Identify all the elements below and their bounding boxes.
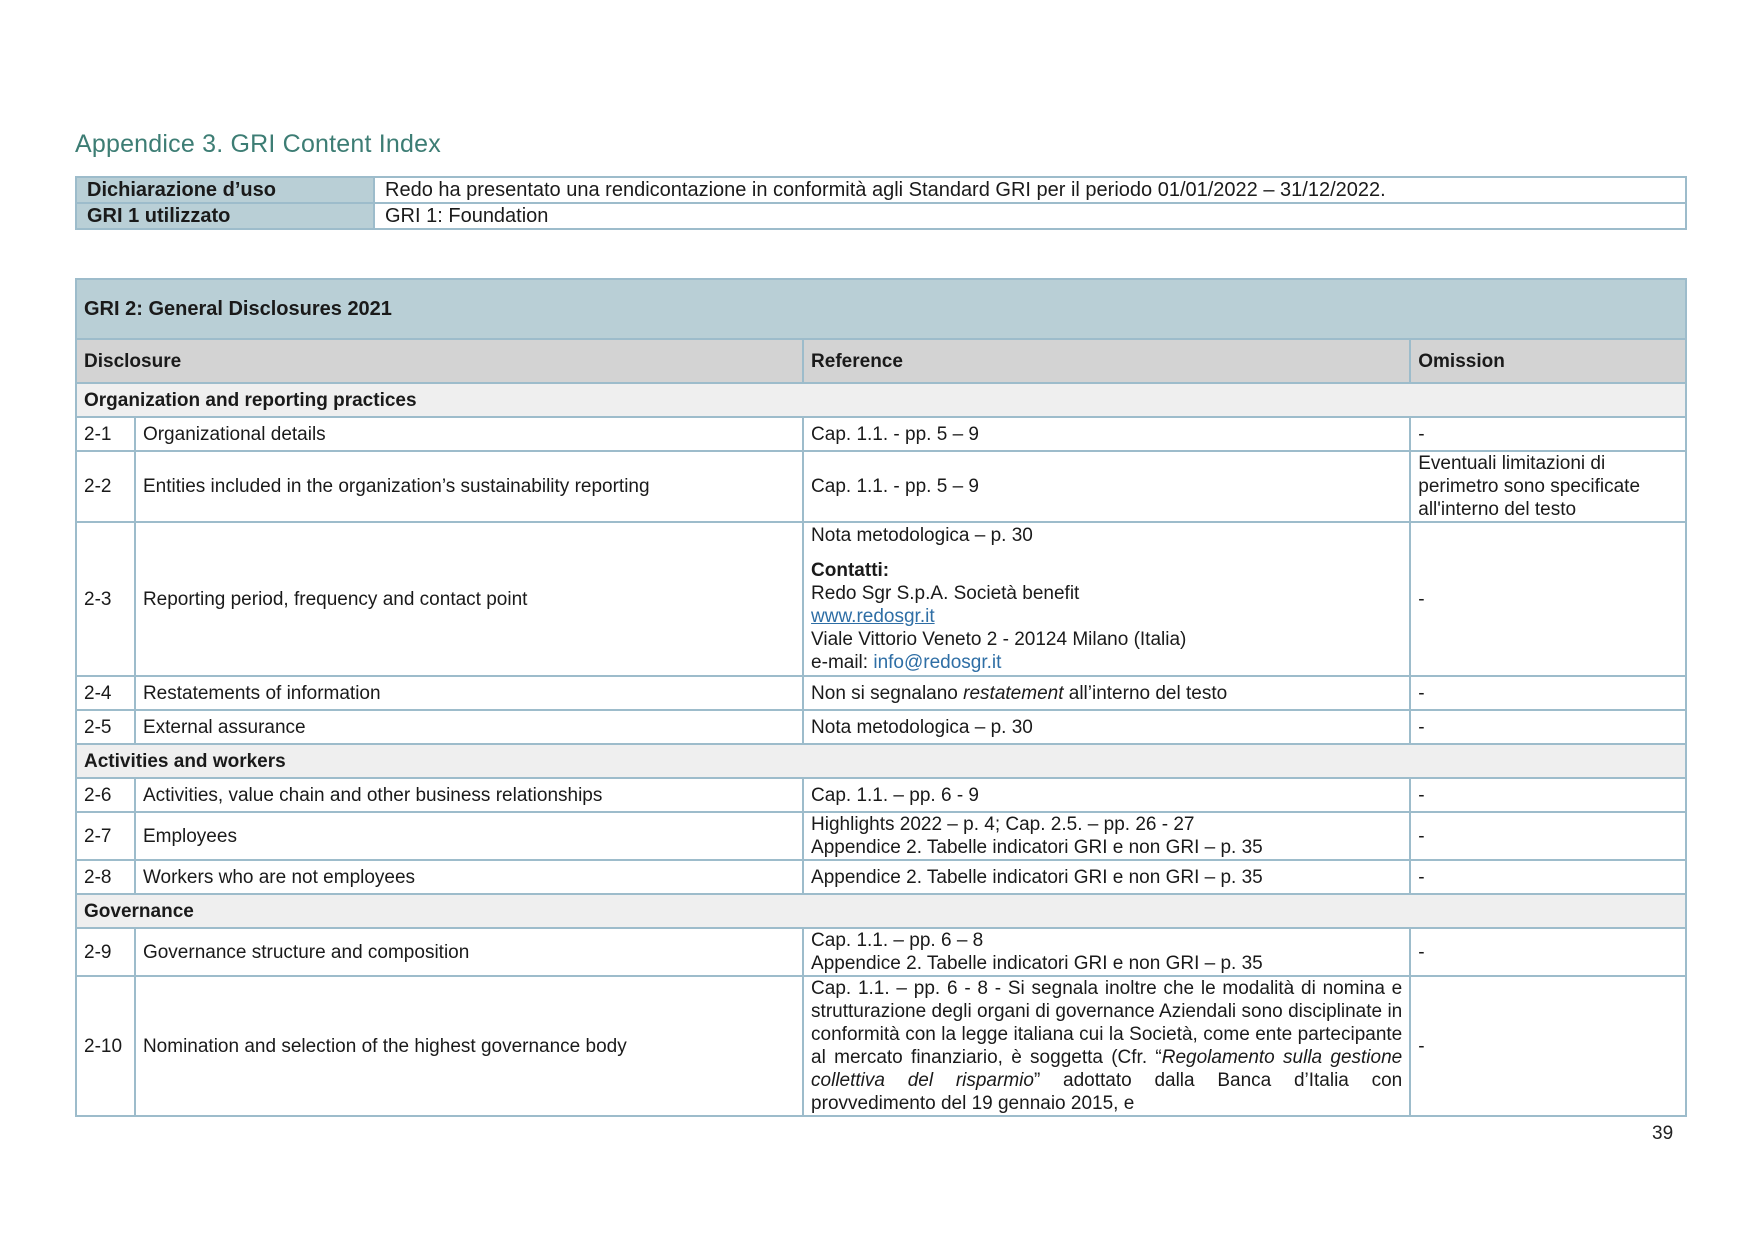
omission-cell: -	[1410, 417, 1686, 451]
table-row	[76, 778, 1686, 812]
reference-text: Cap. 1.1. – pp. 6 - 8 - Si segnala inoltre che le modalità di nomina e strutturazione degli organi di governance Aziendali sono disciplinate in conformità con la legge italiana cui la Società, come ente partecipante al mercato finanziario, è soggetta (Cfr. “	[811, 978, 1403, 1068]
reference-cell	[803, 928, 1410, 976]
intro-label: Dichiarazione d’uso	[76, 177, 374, 203]
table-header-row	[76, 279, 1686, 339]
disclosure-name: Activities, value chain and other business relationships	[135, 778, 803, 812]
intro-value: Redo ha presentato una rendicontazione in conformità agli Standard GRI per il periodo 01/01/2022 – 31/12/2022.	[374, 177, 1686, 203]
page-title: Appendice 3. GRI Content Index	[75, 130, 441, 158]
omission-cell: -	[1410, 928, 1686, 976]
col-omission: Omission	[1410, 339, 1686, 383]
disclosure-name: Organizational details	[135, 417, 803, 451]
reference-text: Non si segnalano	[811, 682, 964, 704]
table-row	[76, 710, 1686, 744]
omission-cell: -	[1410, 676, 1686, 710]
table-row	[76, 676, 1686, 710]
reference-emphasis: restatement	[963, 682, 1064, 704]
table-row	[76, 417, 1686, 451]
omission-cell: -	[1410, 778, 1686, 812]
section-row	[76, 744, 1686, 778]
gri2-table	[75, 278, 1687, 1117]
reference-line: Appendice 2. Tabelle indicatori GRI e non GRI – p. 35	[811, 953, 1263, 974]
disclosure-code: 2-1	[76, 417, 135, 451]
disclosure-code: 2-3	[76, 522, 135, 676]
disclosure-name: Governance structure and composition	[135, 928, 803, 976]
section-title: Governance	[76, 894, 1686, 928]
reference-text: ” adottato dalla Banca d’Italia con provvedimento del 19 gennaio 2015, e	[811, 1070, 1403, 1114]
disclosure-code: 2-9	[76, 928, 135, 976]
table-row	[76, 451, 1686, 522]
reference-cell	[803, 676, 1410, 710]
intro-label: GRI 1 utilizzato	[76, 203, 374, 229]
omission-cell: -	[1410, 812, 1686, 860]
reference-nota: Nota metodologica – p. 30	[811, 525, 1033, 546]
disclosure-name: Nomination and selection of the highest governance body	[135, 976, 803, 1116]
omission-cell: -	[1410, 522, 1686, 676]
disclosure-code: 2-8	[76, 860, 135, 894]
gri2-header: GRI 2: General Disclosures 2021	[76, 279, 1686, 339]
disclosure-code: 2-4	[76, 676, 135, 710]
disclosure-name: Entities included in the organization’s sustainability reporting	[135, 451, 803, 522]
omission-cell: Eventuali limitazioni di perimetro sono specificate all'interno del testo	[1410, 451, 1686, 522]
section-row	[76, 894, 1686, 928]
table-row	[76, 928, 1686, 976]
intro-table	[75, 176, 1687, 230]
reference-cell	[803, 976, 1410, 1116]
col-disclosure: Disclosure	[76, 339, 803, 383]
reference-line: Appendice 2. Tabelle indicatori GRI e non GRI – p. 35	[811, 837, 1263, 858]
omission-cell: -	[1410, 860, 1686, 894]
disclosure-name: Workers who are not employees	[135, 860, 803, 894]
section-title: Organization and reporting practices	[76, 383, 1686, 417]
section-title: Activities and workers	[76, 744, 1686, 778]
omission-cell: -	[1410, 976, 1686, 1116]
reference-cell	[803, 522, 1410, 676]
page-number: 39	[1652, 1123, 1674, 1144]
disclosure-code: 2-7	[76, 812, 135, 860]
website-link[interactable]: www.redosgr.it	[811, 606, 935, 627]
disclosure-name: External assurance	[135, 710, 803, 744]
table-row	[76, 976, 1686, 1116]
table-row	[76, 203, 1686, 229]
col-reference: Reference	[803, 339, 1410, 383]
email-label: e-mail:	[811, 652, 874, 673]
contacts-company: Redo Sgr S.p.A. Società benefit	[811, 583, 1080, 604]
reference-cell	[803, 812, 1410, 860]
column-header-row	[76, 339, 1686, 383]
section-row	[76, 383, 1686, 417]
reference-cell: Cap. 1.1. - pp. 5 – 9	[803, 451, 1410, 522]
reference-line: Cap. 1.1. – pp. 6 – 8	[811, 930, 984, 951]
table-row	[76, 812, 1686, 860]
disclosure-code: 2-10	[76, 976, 135, 1116]
disclosure-name: Restatements of information	[135, 676, 803, 710]
disclosure-code: 2-5	[76, 710, 135, 744]
email-link[interactable]: info@redosgr.it	[873, 652, 1002, 673]
disclosure-name: Employees	[135, 812, 803, 860]
reference-line: Highlights 2022 – p. 4; Cap. 2.5. – pp. 26 - 27	[811, 814, 1195, 835]
table-row	[76, 860, 1686, 894]
table-row	[76, 522, 1686, 676]
omission-cell: -	[1410, 710, 1686, 744]
reference-text: all’interno del testo	[1063, 682, 1228, 704]
table-row	[76, 177, 1686, 203]
contacts-label: Contatti:	[811, 560, 890, 581]
reference-cell: Appendice 2. Tabelle indicatori GRI e non GRI – p. 35	[803, 860, 1410, 894]
reference-cell: Nota metodologica – p. 30	[803, 710, 1410, 744]
contacts-address: Viale Vittorio Veneto 2 - 20124 Milano (Italia)	[811, 629, 1187, 650]
disclosure-code: 2-6	[76, 778, 135, 812]
reference-emphasis: Regolamento sulla gestione collettiva del risparmio	[811, 1047, 1403, 1091]
disclosure-code: 2-2	[76, 451, 135, 522]
reference-cell: Cap. 1.1. – pp. 6 - 9	[803, 778, 1410, 812]
intro-value: GRI 1: Foundation	[374, 203, 1686, 229]
disclosure-name: Reporting period, frequency and contact point	[135, 522, 803, 676]
reference-cell: Cap. 1.1. - pp. 5 – 9	[803, 417, 1410, 451]
